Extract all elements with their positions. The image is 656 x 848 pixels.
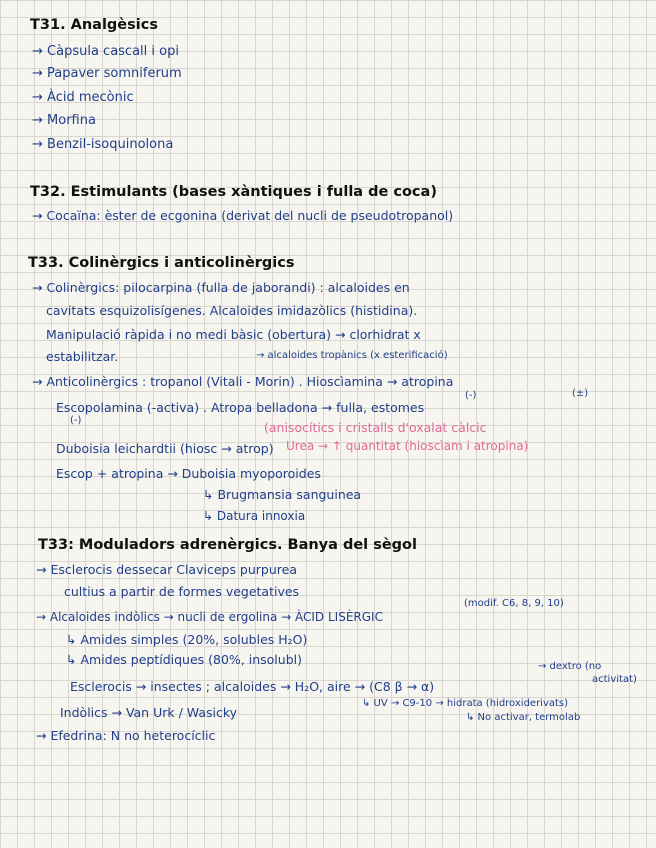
list-item: → Càpsula cascall i opi	[32, 44, 179, 59]
section-title-t32: T32. Estimulants (bases xàntiques i fulla de coca)	[30, 184, 437, 200]
list-item: → Morfina	[32, 113, 96, 128]
annotation-activitat: activitat)	[592, 674, 637, 685]
annotation-tropanic: → alcaloides tropànics (x esterificació)	[256, 350, 448, 361]
annotation-plusminus: (±)	[572, 388, 589, 399]
note-line: Duboisia leichardtii (hiosc → atrop)	[56, 441, 274, 456]
note-line-pink: (anisocítics i cristalls d'oxalat càlcic	[264, 420, 487, 435]
annotation-modif: (modif. C6, 8, 9, 10)	[464, 598, 564, 609]
note-line: Esclerocis → insectes ; alcaloides → H₂O, aire → (C8 β → α)	[70, 679, 435, 694]
note-line: cavitats esquizolisígenes. Alcaloides imidazòlics (histidina).	[46, 303, 418, 318]
note-line: ↳ Brugmansia sanguinea	[203, 487, 362, 502]
note-line: → Cocaïna: èster de ecgonina (derivat del nucli de pseudotropanol)	[32, 208, 454, 223]
section-title-t31: T31. Analgèsics	[30, 17, 158, 33]
list-item: → Papaver somniferum	[32, 66, 182, 81]
annotation-dextro: → dextro (no	[538, 661, 602, 672]
note-line: → Alcaloides indòlics → nucli de ergolina → ÀCID LISÈRGIC	[36, 610, 383, 624]
section-title-t33: T33. Colinèrgics i anticolinèrgics	[28, 255, 295, 271]
note-line: ↳ Amides simples (20%, solubles H₂O)	[66, 632, 308, 647]
note-line: Indòlics → Van Urk / Wasicky	[60, 705, 238, 720]
list-item: → Benzil-isoquinolona	[32, 137, 174, 152]
note-line: Escop + atropina → Duboisia myoporoides	[56, 466, 321, 481]
annotation-no-activar: ↳ No activar, termolab	[466, 712, 581, 723]
note-line: → Anticolinèrgics : tropanol (Vitali - Morin) . Hioscìamina → atropina	[32, 374, 454, 389]
note-line: Escopolamina (-activa) . Atropa belladona → fulla, estomes	[56, 400, 425, 415]
note-line-pink: Urea → ↑ quantitat (hioscìam i atropina)	[286, 439, 529, 453]
annotation-minus: (-)	[70, 415, 82, 426]
note-line: cultius a partir de formes vegetatives	[64, 584, 300, 599]
note-line: → Colinèrgics: pilocarpina (fulla de jaborandi) : alcaloides en	[32, 280, 410, 295]
note-line: ↳ Datura innoxia	[203, 509, 306, 523]
note-line: ↳ Amides peptídiques (80%, insolubl)	[66, 652, 302, 667]
section-title-t34: T33: Moduladors adrenèrgics. Banya del sègol	[38, 537, 417, 553]
annotation-uv: ↳ UV → C9-10 → hidrata (hidroxiderivats)	[362, 698, 569, 709]
note-line: → Efedrina: N no heterocíclic	[36, 728, 216, 743]
list-item: → Àcid mecònic	[32, 90, 134, 105]
annotation-minus: (-)	[465, 390, 477, 401]
note-line: → Esclerocis dessecar Claviceps purpurea	[36, 562, 298, 577]
note-line: Manipulació ràpida i no medi bàsic (obertura) → clorhidrat x	[46, 327, 421, 342]
note-line: estabilitzar.	[46, 349, 119, 364]
